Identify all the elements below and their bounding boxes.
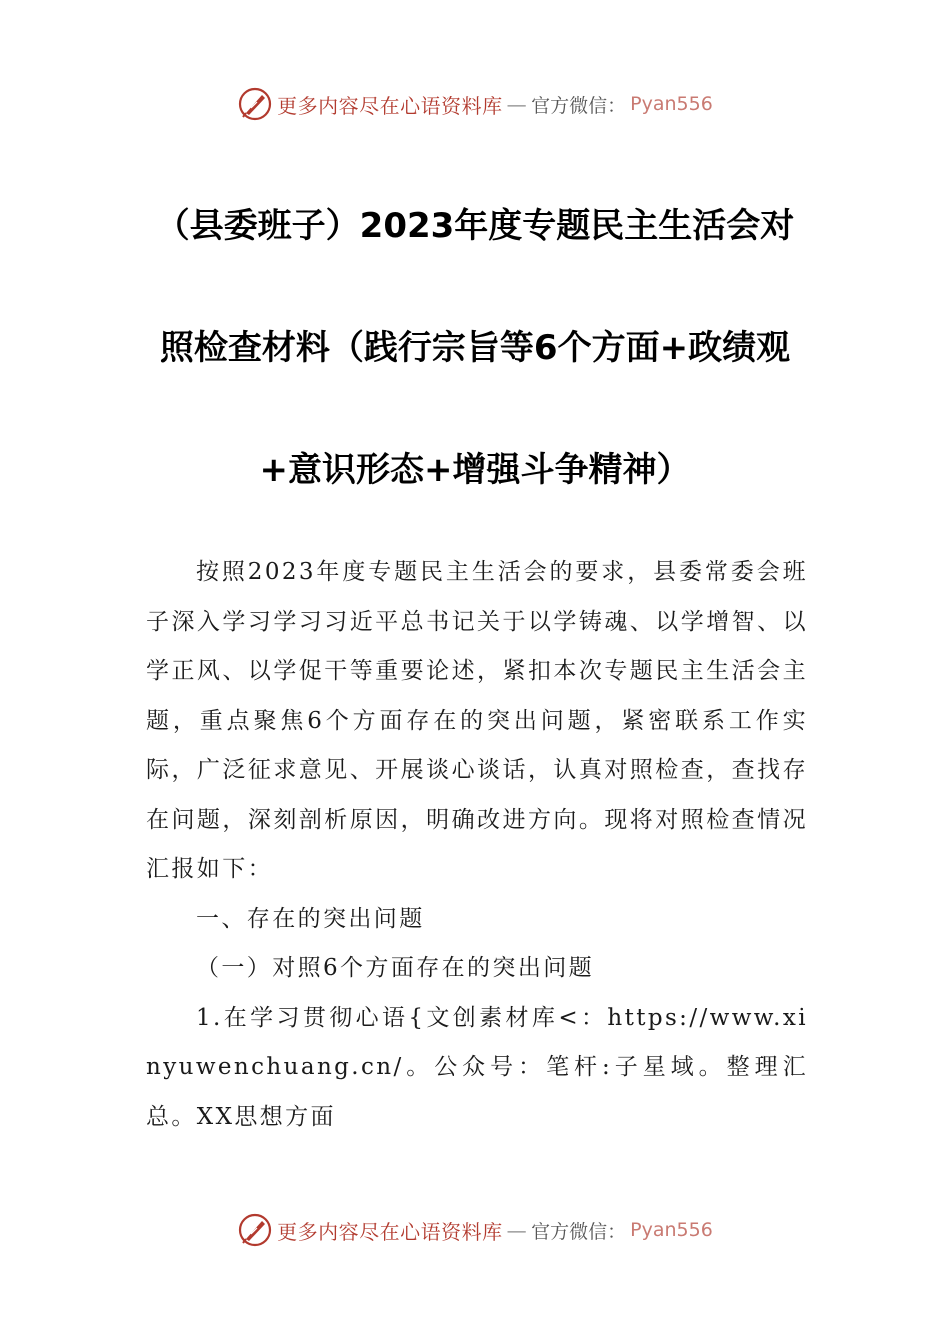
- header-watermark: [0, 82, 950, 126]
- title-line-3: +意识形态+增强斗争精神）: [259, 450, 691, 490]
- intro-paragraph: 按照2023年度专题民主生活会的要求，县委常委会班子深入学习学习习近平总书记关于以学铸魂、以学增智、以学正风、以学促干等重要论述，紧扣本次专题民主生活会主题，重点聚焦6个方面存在的突出问题，紧密联系工作实际，广泛征求意见、开展谈心谈话，认真对照检查，查找存在问题，深刻剖析原因，明确改进方向。现将对照检查情况汇报如下：: [146, 559, 808, 882]
- watermark-account: Pyan556: [630, 93, 713, 115]
- watermark-separator: —: [506, 1218, 528, 1242]
- footer-watermark: [0, 1208, 950, 1252]
- title-line-1: （县委班子）2023年度专题民主生活会对: [155, 206, 795, 246]
- watermark-label: 官方微信：: [531, 1220, 627, 1243]
- watermark-account: Pyan556: [630, 1219, 713, 1241]
- document-title: [140, 165, 810, 531]
- section-heading: 一、存在的突出问题: [196, 905, 425, 932]
- quill-pen-logo-icon: [237, 86, 273, 122]
- watermark-text: 更多内容尽在心语资料库: [277, 1219, 503, 1244]
- watermark-label: 官方微信：: [531, 94, 627, 117]
- document-body: [146, 548, 808, 1142]
- quill-pen-logo-icon: [237, 1212, 273, 1248]
- item-paragraph: 1.在学习贯彻心语{文创素材库<：https://www.xinyuwenchuang.cn/。公众号：笔杆:子星域。整理汇总。XX思想方面: [146, 1004, 808, 1130]
- subsection-heading: （一）对照6个方面存在的突出问题: [196, 955, 595, 981]
- watermark-separator: —: [506, 92, 528, 116]
- title-line-2: 照检查材料（践行宗旨等6个方面+政绩观: [159, 328, 791, 368]
- watermark-text: 更多内容尽在心语资料库: [277, 93, 503, 118]
